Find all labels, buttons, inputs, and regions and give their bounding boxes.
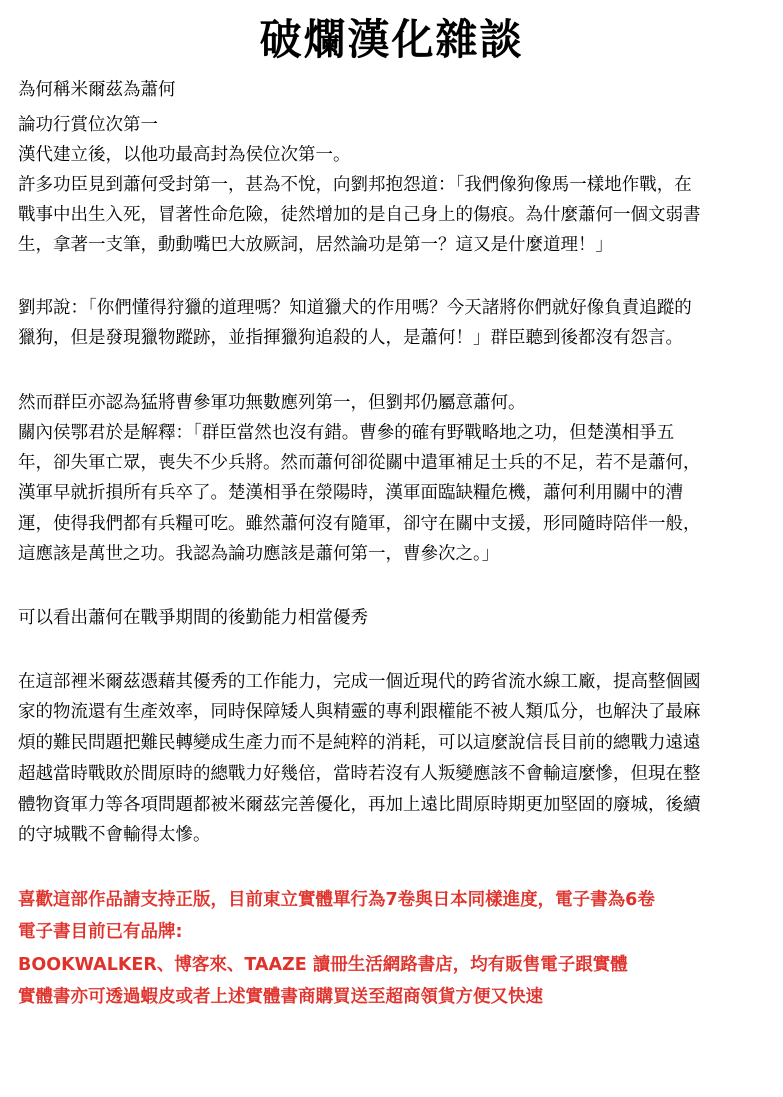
body-line: 煩的難民問題把難民轉變成生產力而不是純粹的消耗，可以這麼說信長目前的總戰力遠遠 — [18, 733, 701, 753]
notice-line: 電子書目前已有品牌: — [18, 922, 183, 942]
body-line: 許多功臣見到蕭何受封第一，甚為不悅，向劉邦抱怨道：「我們像狗像馬一樣地作戰，在 — [18, 175, 692, 195]
body-line: 戰事中出生入死，冒著性命危險，徒然增加的是自己身上的傷痕。為什麼蕭何一個文弱書 — [18, 205, 701, 225]
notice-line: 實體書亦可透過蝦皮或者上述實體書商購買送至超商領貨方便又快速 — [18, 987, 543, 1007]
notice-line: 喜歡這部作品請支持正版，目前東立實體單行為7卷與日本同樣進度，電子書為6卷 — [18, 890, 655, 910]
body-line: 漢軍早就折損所有兵卒了。楚漢相爭在滎陽時，漢軍面臨缺糧危機，蕭何利用關中的漕 — [18, 483, 683, 503]
body-line: 運，使得我們都有兵糧可吃。雖然蕭何沒有隨軍，卻守在關中支援，形同隨時陪伴一般， — [18, 514, 701, 534]
body-line: 年，卻失軍亡眾，喪失不少兵將。然而蕭何卻從關中遣軍補足士兵的不足，若不是蕭何， — [18, 453, 701, 473]
body-line: 漢代建立後，以他功最高封為侯位次第一。 — [18, 145, 351, 165]
body-line: 劉邦說：「你們懂得狩獵的道理嗎？知道獵犬的作用嗎？今天諸將你們就好像負責追蹤的 — [18, 298, 692, 318]
body-line: 體物資軍力等各項問題都被米爾茲完善優化，再加上遠比間原時期更加堅固的廢城，後續 — [18, 795, 701, 815]
body-line: 可以看出蕭何在戰爭期間的後勤能力相當優秀 — [18, 608, 368, 628]
body-line: 關內侯鄂君於是解釋：「群臣當然也沒有錯。曹參的確有野戰略地之功，但楚漢相爭五 — [18, 423, 675, 443]
body-line: 的守城戰不會輸得太慘。 — [18, 825, 211, 845]
body-line: 生，拿著一支筆，動動嘴巴大放厥詞，居然論功是第一？這又是什麼道理！」 — [18, 235, 613, 255]
notice-line: BOOKWALKER、博客來、TAAZE 讀冊生活網路書店，均有販售電子跟實體 — [18, 955, 628, 975]
body-line: 家的物流還有生產效率，同時保障矮人與精靈的專利跟權能不被人類瓜分，也解決了最麻 — [18, 702, 701, 722]
body-line: 超越當時戰敗於間原時的總戰力好幾倍，當時若沒有人叛變應該不會輸這麼慘，但現在整 — [18, 764, 701, 784]
body-line: 獵狗，但是發現獵物蹤跡，並指揮獵狗追殺的人，是蕭何！」群臣聽到後都沒有怨言。 — [18, 328, 683, 348]
page-title: 破爛漢化雜談 — [259, 15, 524, 64]
body-line: 為何稱米爾茲為蕭何 — [18, 80, 176, 100]
body-line: 在這部裡米爾茲憑藉其優秀的工作能力，完成一個近現代的跨省流水線工廠，提高整個國 — [18, 672, 701, 692]
body-line: 然而群臣亦認為猛將曹參軍功無數應列第一，但劉邦仍屬意蕭何。 — [18, 393, 526, 413]
body-line: 論功行賞位次第一 — [18, 115, 158, 135]
body-line: 這應該是萬世之功。我認為論功應該是蕭何第一，曹參次之。」 — [18, 544, 500, 564]
